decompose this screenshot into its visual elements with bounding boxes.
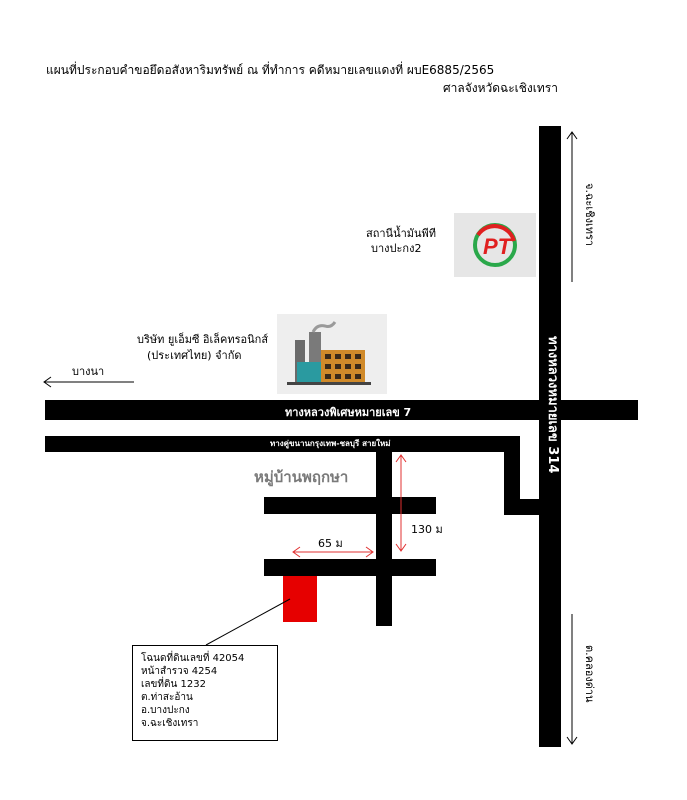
chachoengsao-label: จ.ฉะเชิงเทรา	[583, 183, 596, 247]
company-label-line1: บริษัท ยูเอ็มซี อิเล็คทรอนิกส์	[137, 333, 269, 346]
distance-130-arrow-icon	[394, 452, 408, 554]
pt-logo-text: PT	[483, 234, 512, 259]
highway-314-label: ทางหลวงหมายเลข 314	[545, 336, 560, 474]
frontage-connector-road	[504, 436, 520, 506]
village-label: หมู่บ้านพฤกษา	[254, 468, 349, 486]
land-info-line: อ.บางปะกง	[141, 705, 190, 716]
soi-lower-road	[264, 559, 436, 576]
bangna-label: บางนา	[72, 365, 105, 378]
highway-7-label: ทางหลวงพิเศษหมายเลข 7	[285, 406, 412, 419]
frontage-link-road	[504, 499, 544, 515]
khlong-dan-label: ต.คลองด่าน	[583, 645, 596, 703]
bangna-arrow-icon	[38, 374, 138, 388]
factory-icon	[277, 314, 387, 394]
land-info-line: เลขที่ดิน 1232	[141, 679, 206, 690]
chachoengsao-arrow-icon	[565, 126, 579, 286]
frontage-road-label: ทางคู่ขนานกรุงเทพ-ชลบุรี สายใหม่	[270, 439, 391, 448]
land-info-box	[132, 645, 278, 741]
distance-130-label: 130 ม	[411, 523, 443, 536]
pt-logo-icon	[454, 213, 536, 277]
land-info-line: หน้าสำรวจ 4254	[141, 666, 218, 677]
khlong-dan-arrow-icon	[565, 612, 579, 752]
land-info-line: โฉนดที่ดินเลขที่ 42054	[141, 653, 245, 664]
map-title-line2: ศาลจังหวัดฉะเชิงเทรา	[443, 81, 558, 95]
gas-station-label-line1: สถานีน้ำมันพีที	[366, 227, 437, 240]
callout-line	[200, 597, 300, 649]
soi-upper-road	[264, 497, 436, 514]
factory-icon-box	[277, 314, 387, 394]
gas-station-label-line2: บางปะกง2	[371, 242, 422, 255]
land-info-line: จ.ฉะเชิงเทรา	[141, 718, 199, 729]
soi-main-road	[376, 452, 392, 626]
map-title-line1: แผนที่ประกอบคำขอยึดอสังหาริมทรัพย์ ณ ที่ทำการ คดีหมายเลขแดงที่ ผบE6885/2565	[46, 63, 495, 77]
distance-65-label: 65 ม	[318, 537, 343, 550]
pt-logo-box	[454, 213, 536, 277]
land-info-line: ต.ท่าสะอ้าน	[141, 692, 193, 703]
company-label-line2: (ประเทศไทย) จำกัด	[147, 349, 242, 362]
